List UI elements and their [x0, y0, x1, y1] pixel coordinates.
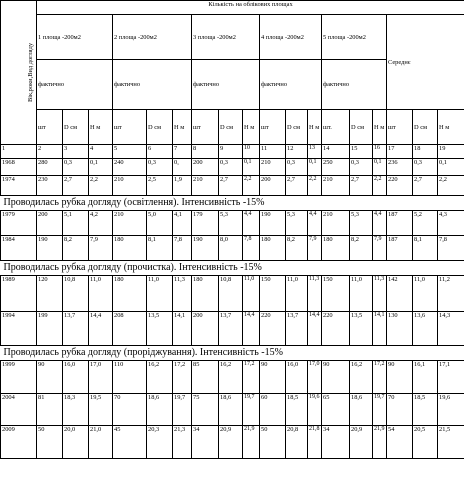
value-cell: 2 [37, 145, 63, 159]
value-cell: 200 [37, 211, 63, 236]
plot-4-header: 4 площа -200м2 [260, 15, 322, 60]
year-cell: 1984 [1, 236, 37, 261]
value-cell: 5,3 [286, 211, 308, 236]
value-cell: 2,2 [438, 176, 464, 196]
value-cell: 0,3 [147, 159, 173, 176]
table-row [1, 426, 464, 459]
thinning-note: Проводилась рубка догляду (прочистка). Інтенсивність -15% [1, 261, 464, 276]
value-cell: 20,5 [413, 426, 438, 459]
value-cell: 0,1 [373, 159, 387, 176]
value-cell: 11 [260, 145, 286, 159]
value-cell: 20,9 [219, 426, 243, 459]
value-cell: 150 [322, 276, 350, 312]
value-cell: 8,2 [63, 236, 89, 261]
subcolumn-header: D см [413, 110, 438, 145]
value-cell: 8 [192, 145, 219, 159]
value-cell: 236 [387, 159, 413, 176]
subcolumn-header: шт. [322, 110, 350, 145]
value-cell: 6 [147, 145, 173, 159]
value-cell: 0,3 [350, 159, 373, 176]
value-cell: 16,1 [413, 361, 438, 394]
value-cell: 14,3 [438, 312, 464, 346]
value-cell: 220 [387, 176, 413, 196]
value-cell: 180 [322, 236, 350, 261]
value-cell: 50 [260, 426, 286, 459]
value-cell: 9 [219, 145, 243, 159]
value-cell: 8,0 [219, 236, 243, 261]
value-cell: 11,3 [173, 276, 192, 312]
value-cell: 13,6 [413, 312, 438, 346]
value-cell: 0, [173, 159, 192, 176]
value-cell: 190 [260, 211, 286, 236]
value-cell: 8,1 [413, 236, 438, 261]
value-cell: 180 [260, 236, 286, 261]
value-cell: 7,8 [243, 236, 260, 261]
value-cell: 4 [89, 145, 113, 159]
value-cell: 0,3 [286, 159, 308, 176]
value-cell: 0,3 [219, 159, 243, 176]
value-cell: 19 [438, 145, 464, 159]
value-cell: 16,2 [147, 361, 173, 394]
value-cell: 19,7 [173, 394, 192, 426]
value-cell: 10,8 [219, 276, 243, 312]
value-cell: 18,6 [350, 394, 373, 426]
value-cell: 81 [37, 394, 63, 426]
subcolumn-header: H м [438, 110, 464, 145]
subcolumn-header: D см [63, 110, 89, 145]
value-cell: 14,4 [243, 312, 260, 346]
value-cell: 180 [113, 276, 147, 312]
value-cell: 2,5 [147, 176, 173, 196]
value-cell: 16,0 [286, 361, 308, 394]
value-cell: 2,7 [286, 176, 308, 196]
value-cell: 21,3 [173, 426, 192, 459]
value-cell: 14,4 [308, 312, 322, 346]
year-cell: 1989 [1, 276, 37, 312]
value-cell: 13,7 [219, 312, 243, 346]
subcolumn-header: D см [219, 110, 243, 145]
value-cell: 2,7 [63, 176, 89, 196]
value-cell: 230 [37, 176, 63, 196]
value-cell: 4,3 [438, 211, 464, 236]
thinning-note-row [1, 346, 464, 361]
value-cell: 190 [37, 236, 63, 261]
subcolumn-header: шт [113, 110, 147, 145]
value-cell: 18,6 [219, 394, 243, 426]
table-row [1, 394, 464, 426]
value-cell: 7,8 [173, 236, 192, 261]
value-cell: 210 [322, 211, 350, 236]
value-cell: 120 [37, 276, 63, 312]
value-cell: 4,4 [373, 211, 387, 236]
subcolumn-header: D см [350, 110, 373, 145]
value-cell: 200 [192, 159, 219, 176]
value-cell: 0,3 [413, 159, 438, 176]
year-cell: 1994 [1, 312, 37, 346]
value-cell: 7 [173, 145, 192, 159]
subcolumn-header: D см [286, 110, 308, 145]
average-header: Середнє [387, 15, 464, 110]
value-cell: 2,7 [350, 176, 373, 196]
value-cell: 200 [192, 312, 219, 346]
value-cell: 20,8 [286, 426, 308, 459]
value-cell: 0,1 [89, 159, 113, 176]
table-row [1, 159, 464, 176]
value-cell: 7,9 [89, 236, 113, 261]
value-cell: 187 [387, 236, 413, 261]
value-cell: 17 [387, 145, 413, 159]
value-cell: 13,5 [350, 312, 373, 346]
value-cell: 11,0 [350, 276, 373, 312]
value-cell: 14,1 [373, 312, 387, 346]
subcolumn-header: H м [308, 110, 322, 145]
value-cell: 11,3 [308, 276, 322, 312]
value-cell: 8,2 [350, 236, 373, 261]
value-cell: 20,3 [147, 426, 173, 459]
subcolumn-header: H м [89, 110, 113, 145]
value-cell: 280 [37, 159, 63, 176]
value-cell: 20,9 [350, 426, 373, 459]
plot-1-header: 1 площа -200м2 [37, 15, 113, 60]
table-row [1, 176, 464, 196]
thinning-note-row [1, 261, 464, 276]
subcolumn-header: H м [173, 110, 192, 145]
value-cell: 19,6 [438, 394, 464, 426]
value-cell: 5,3 [219, 211, 243, 236]
value-cell: 19,5 [89, 394, 113, 426]
value-cell: 70 [387, 394, 413, 426]
value-cell: 70 [113, 394, 147, 426]
value-cell: 2,2 [243, 176, 260, 196]
value-cell: 16,2 [350, 361, 373, 394]
thinning-note-row [1, 196, 464, 211]
subcolumn-header: H м [373, 110, 387, 145]
value-cell: 2,7 [219, 176, 243, 196]
value-cell: 2,7 [413, 176, 438, 196]
actual-label: фактично [113, 60, 192, 110]
value-cell: 16,0 [63, 361, 89, 394]
year-cell: 2004 [1, 394, 37, 426]
value-cell: 11,2 [438, 276, 464, 312]
value-cell: 16,2 [219, 361, 243, 394]
value-cell: 142 [387, 276, 413, 312]
value-cell: 8,2 [286, 236, 308, 261]
value-cell: 199 [37, 312, 63, 346]
value-cell: 11,0 [243, 276, 260, 312]
table-row [1, 276, 464, 312]
value-cell: 0,1 [308, 159, 322, 176]
value-cell: 14,1 [173, 312, 192, 346]
value-cell: 21,9 [243, 426, 260, 459]
value-cell: 7,8 [438, 236, 464, 261]
value-cell: 17,2 [173, 361, 192, 394]
value-cell: 180 [192, 276, 219, 312]
subcolumn-header: шт [192, 110, 219, 145]
value-cell: 220 [260, 312, 286, 346]
value-cell: 4,1 [173, 211, 192, 236]
actual-label: фактично [260, 60, 322, 110]
value-cell: 18,5 [286, 394, 308, 426]
value-cell: 7,9 [308, 236, 322, 261]
value-cell: 34 [322, 426, 350, 459]
value-cell: 10,8 [63, 276, 89, 312]
value-cell: 90 [387, 361, 413, 394]
value-cell: 11,0 [147, 276, 173, 312]
year-cell: 1974 [1, 176, 37, 196]
value-cell: 208 [113, 312, 147, 346]
value-cell: 17,1 [438, 361, 464, 394]
value-cell: 50 [37, 426, 63, 459]
value-cell: 210 [113, 176, 147, 196]
value-cell: 200 [260, 176, 286, 196]
value-cell: 34 [192, 426, 219, 459]
plot-3-header: 3 площа -200м2 [192, 15, 260, 60]
value-cell: 90 [322, 361, 350, 394]
top-title: Кількість на облікових площах [37, 1, 464, 15]
value-cell: 11,0 [89, 276, 113, 312]
value-cell: 10 [243, 145, 260, 159]
table-row [1, 312, 464, 346]
value-cell: 5,3 [350, 211, 373, 236]
value-cell: 5,2 [413, 211, 438, 236]
value-cell: 19,7 [243, 394, 260, 426]
value-cell: 19,6 [308, 394, 322, 426]
value-cell: 190 [192, 236, 219, 261]
value-cell: 210 [192, 176, 219, 196]
plot-5-header: 5 площа -200м2 [322, 15, 387, 60]
subcolumn-header: H м [243, 110, 260, 145]
value-cell: 21,9 [373, 426, 387, 459]
value-cell: 13 [308, 145, 322, 159]
value-cell: 1,9 [173, 176, 192, 196]
value-cell: 4,4 [308, 211, 322, 236]
value-cell: 3 [63, 145, 89, 159]
value-cell: 8,1 [147, 236, 173, 261]
value-cell: 0,1 [438, 159, 464, 176]
plot-2-header: 2 площа -200м2 [113, 15, 192, 60]
value-cell: 90 [37, 361, 63, 394]
value-cell: 4,2 [89, 211, 113, 236]
value-cell: 14 [322, 145, 350, 159]
value-cell: 210 [322, 176, 350, 196]
value-cell: 250 [322, 159, 350, 176]
value-cell: 2,2 [89, 176, 113, 196]
value-cell: 18,3 [63, 394, 89, 426]
value-cell: 65 [322, 394, 350, 426]
value-cell: 110 [113, 361, 147, 394]
value-cell: 60 [260, 394, 286, 426]
value-cell: 20,0 [63, 426, 89, 459]
value-cell: 16 [373, 145, 387, 159]
row-label-header: Вік,роки,Вид догляду [1, 1, 37, 145]
value-cell: 15 [350, 145, 373, 159]
value-cell: 45 [113, 426, 147, 459]
value-cell: 21,5 [438, 426, 464, 459]
value-cell: 75 [192, 394, 219, 426]
value-cell: 21,0 [89, 426, 113, 459]
actual-label: фактично [192, 60, 260, 110]
value-cell: 7,9 [373, 236, 387, 261]
value-cell: 5,0 [147, 211, 173, 236]
value-cell: 17,0 [308, 361, 322, 394]
subcolumn-header-row [1, 110, 464, 145]
year-cell: 1968 [1, 159, 37, 176]
value-cell: 240 [113, 159, 147, 176]
value-cell: 12 [286, 145, 308, 159]
value-cell: 4,4 [243, 211, 260, 236]
value-cell: 130 [387, 312, 413, 346]
value-cell: 11,0 [286, 276, 308, 312]
value-cell: 0,3 [63, 159, 89, 176]
value-cell: 210 [113, 211, 147, 236]
value-cell: 0,1 [243, 159, 260, 176]
value-cell: 19,7 [373, 394, 387, 426]
value-cell: 14,4 [89, 312, 113, 346]
value-cell: 85 [192, 361, 219, 394]
value-cell: 17,2 [243, 361, 260, 394]
value-cell: 150 [260, 276, 286, 312]
subcolumn-header: шт [387, 110, 413, 145]
value-cell: 13,5 [147, 312, 173, 346]
year-cell: 1 [1, 145, 37, 159]
value-cell: 17,2 [373, 361, 387, 394]
value-cell: 187 [387, 211, 413, 236]
value-cell: 18,5 [413, 394, 438, 426]
year-cell: 1999 [1, 361, 37, 394]
value-cell: 21,8 [308, 426, 322, 459]
value-cell: 180 [113, 236, 147, 261]
table-row [1, 145, 464, 159]
value-cell: 2,2 [308, 176, 322, 196]
table-row [1, 236, 464, 261]
thinning-note: Проводилась рубка догляду (освітлення). Інтенсивність -15% [1, 196, 464, 211]
subcolumn-header: D см [147, 110, 173, 145]
value-cell: 18 [413, 145, 438, 159]
value-cell: 18,6 [147, 394, 173, 426]
subcolumn-header: шт [260, 110, 286, 145]
value-cell: 54 [387, 426, 413, 459]
actual-label: фактично [37, 60, 113, 110]
value-cell: 11,0 [413, 276, 438, 312]
value-cell: 17,0 [89, 361, 113, 394]
value-cell: 220 [322, 312, 350, 346]
value-cell: 13,7 [286, 312, 308, 346]
subcolumn-header: шт [37, 110, 63, 145]
value-cell: 13,7 [63, 312, 89, 346]
year-cell: 2009 [1, 426, 37, 459]
value-cell: 2,2 [373, 176, 387, 196]
value-cell: 90 [260, 361, 286, 394]
value-cell: 5,1 [63, 211, 89, 236]
value-cell: 179 [192, 211, 219, 236]
value-cell: 11,3 [373, 276, 387, 312]
table-row [1, 361, 464, 394]
table-row [1, 211, 464, 236]
actual-label: фактично [322, 60, 387, 110]
value-cell: 210 [260, 159, 286, 176]
thinning-note: Проводилась рубка догляду (проріджування). Інтенсивність -15% [1, 346, 464, 361]
year-cell: 1979 [1, 211, 37, 236]
value-cell: 5 [113, 145, 147, 159]
